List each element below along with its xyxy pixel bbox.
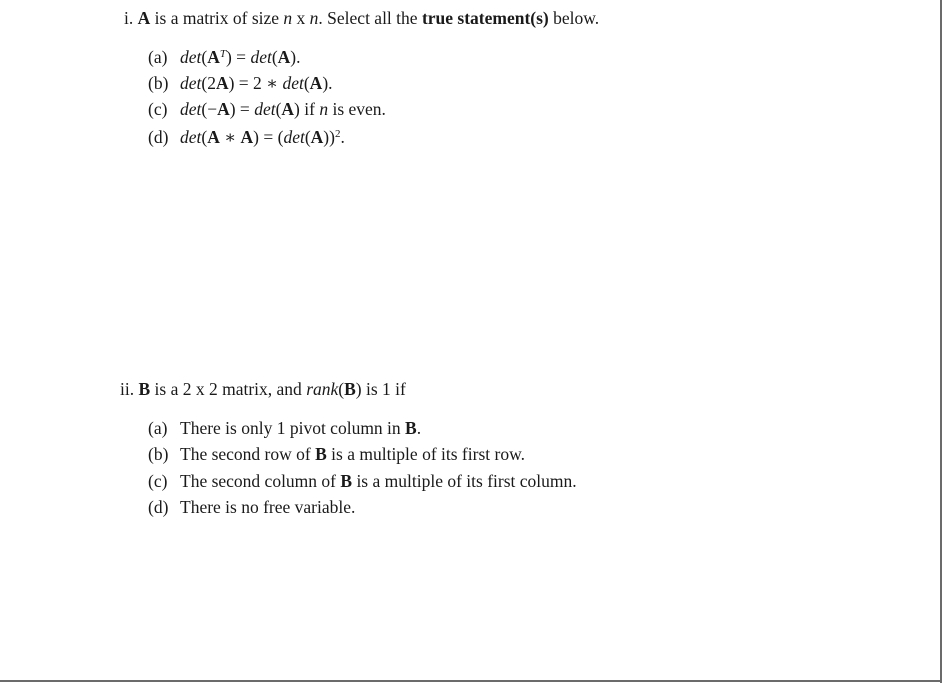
option-text: There is no free variable. xyxy=(180,497,356,517)
matrix-symbol: A xyxy=(215,73,229,93)
math-text: ) = xyxy=(229,99,255,119)
superscript: 2 xyxy=(334,128,341,140)
math-text: ). xyxy=(290,47,301,67)
option-text: The second row of xyxy=(180,444,316,464)
question-2-option-b xyxy=(148,443,525,465)
question-1-stem xyxy=(124,7,599,29)
option-label: (c) xyxy=(148,471,168,491)
option-text: The second column of xyxy=(180,471,341,491)
matrix-symbol: A xyxy=(277,47,291,67)
question-2-number: ii. xyxy=(120,379,135,399)
matrix-symbol: B xyxy=(344,379,356,399)
func-det: det xyxy=(254,99,276,119)
question-2-stem xyxy=(120,378,406,400)
question-2-option-c xyxy=(148,470,577,492)
question-2-option-a xyxy=(148,417,421,439)
math-text: ∗ xyxy=(219,127,241,147)
math-text: ( xyxy=(304,127,311,147)
func-det: det xyxy=(180,127,202,147)
page-border-bottom xyxy=(0,680,942,682)
option-label: (b) xyxy=(148,73,169,93)
question-1-option-a xyxy=(148,46,301,68)
func-det: det xyxy=(250,47,272,67)
option-label: (a) xyxy=(148,47,168,67)
math-text: (2 xyxy=(201,73,216,93)
matrix-symbol: A xyxy=(310,127,324,147)
matrix-symbol: A xyxy=(217,99,230,119)
math-text: ( xyxy=(275,99,282,119)
var-n: n xyxy=(319,99,329,119)
option-label: (d) xyxy=(148,497,169,517)
math-text: ( xyxy=(201,127,208,147)
var-n: n xyxy=(309,8,319,28)
stem-emphasis: true statement(s) xyxy=(421,8,549,28)
option-text: is a multiple of its first column. xyxy=(352,471,577,491)
matrix-symbol: B xyxy=(340,471,353,491)
matrix-symbol: A xyxy=(281,99,295,119)
math-text: )) xyxy=(323,127,335,147)
stem-text: is a matrix of size xyxy=(150,8,284,28)
math-text: ) = xyxy=(225,47,251,67)
math-text: is even. xyxy=(328,99,386,119)
option-text: There is only 1 pivot column in xyxy=(180,418,406,438)
func-det: det xyxy=(282,73,304,93)
stem-text: . Select all the xyxy=(318,8,422,28)
option-label: (d) xyxy=(148,127,169,147)
matrix-symbol: A xyxy=(309,73,323,93)
option-label: (c) xyxy=(148,99,168,119)
math-text: ) if xyxy=(294,99,320,119)
matrix-symbol: B xyxy=(315,444,327,464)
func-det: det xyxy=(180,47,202,67)
stem-text: ) is 1 if xyxy=(355,379,406,399)
matrix-symbol: B xyxy=(405,418,417,438)
func-rank: rank xyxy=(306,379,339,399)
option-label: (a) xyxy=(148,418,168,438)
option-text: . xyxy=(416,418,422,438)
question-1-number: i. xyxy=(124,8,134,28)
math-text: ( xyxy=(201,47,208,67)
func-det: det xyxy=(283,127,305,147)
stem-text: is a 2 x 2 matrix, and xyxy=(150,379,307,399)
var-n: n xyxy=(283,8,293,28)
stem-text: below. xyxy=(548,8,600,28)
math-text: ( xyxy=(303,73,310,93)
math-text: ). xyxy=(322,73,333,93)
math-text: ) = ( xyxy=(253,127,284,147)
stem-text: ( xyxy=(338,379,345,399)
question-1-option-b xyxy=(148,72,333,94)
matrix-symbol: A xyxy=(207,127,220,147)
option-label: (b) xyxy=(148,444,169,464)
math-text: ( xyxy=(271,47,278,67)
math-text: ) = 2 ∗ xyxy=(228,73,283,93)
math-text: . xyxy=(340,127,345,147)
math-text: (− xyxy=(201,99,218,119)
question-1-option-d xyxy=(148,126,345,148)
matrix-symbol: B xyxy=(138,379,151,399)
matrix-symbol: A xyxy=(137,8,151,28)
func-det: det xyxy=(180,99,202,119)
option-text: is a multiple of its first row. xyxy=(326,444,525,464)
matrix-symbol: A xyxy=(207,47,220,67)
func-det: det xyxy=(180,73,202,93)
superscript: T xyxy=(219,48,226,60)
matrix-symbol: A xyxy=(240,127,254,147)
question-2-option-d xyxy=(148,496,355,518)
stem-text: x xyxy=(292,8,310,28)
question-1-option-c xyxy=(148,98,386,120)
